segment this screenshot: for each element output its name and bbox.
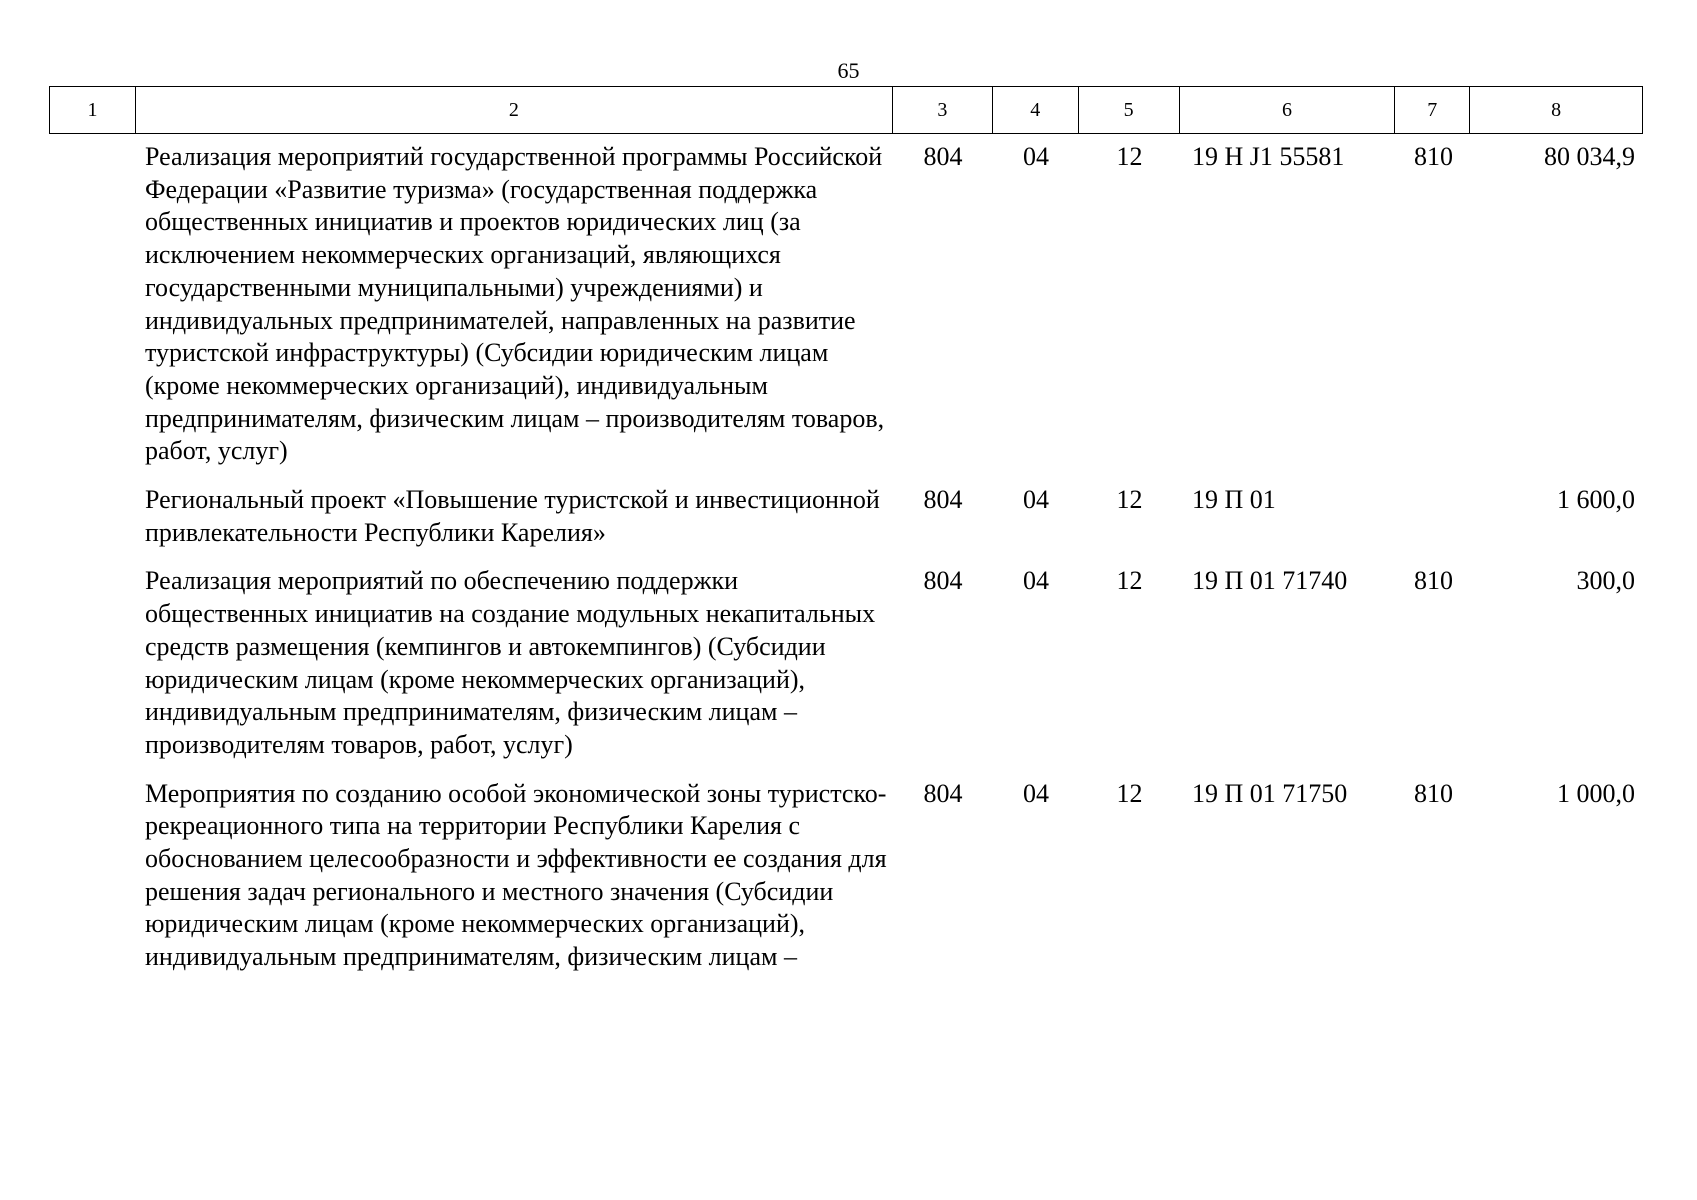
header-col-7: 7: [1395, 87, 1470, 133]
table-body: [49, 141, 1643, 990]
row-number: [49, 141, 135, 468]
row-col-7: 810: [1414, 566, 1453, 596]
table-header: [49, 86, 1643, 134]
row-description: Реализация мероприятий государственной программы Российской Федерации «Развитие туризма» (государственная поддержка общественных инициатив и проектов юридических лиц (за исключением некоммерческих организаций, являющихся государственными муниципальными) учреждениями) и индивидуальных предпринимателей, направленных на развитие туристской инфраструктуры) (Субсидии юридическим лицам (кроме некоммерческих организаций), индивидуальным предпринимателям, физическим лицам – производителям товаров, работ, услуг): [145, 142, 885, 466]
row-col-5: 12: [1116, 142, 1143, 171]
row-col-8: 1 600,0: [1557, 485, 1635, 515]
header-col-3: 3: [893, 87, 993, 133]
row-col-3: 804: [923, 778, 963, 808]
row-col-4: 04: [1023, 778, 1049, 808]
row-col-6: 19 Н J1 55581: [1192, 142, 1345, 171]
row-col-7: 810: [1414, 778, 1453, 808]
row-col-3: 804: [923, 566, 963, 596]
row-col-5: 12: [1116, 566, 1143, 596]
row-col-7: 810: [1414, 142, 1453, 171]
row-col-8: 300,0: [1576, 566, 1635, 596]
row-description: Региональный проект «Повышение туристской и инвестиционной привлекательности Республики Карелия»: [145, 485, 880, 547]
header-col-8: 8: [1551, 98, 1562, 121]
row-col-3: 804: [923, 485, 963, 515]
row-col-3: 804: [923, 142, 963, 171]
row-number: [49, 778, 135, 974]
header-col-2: 2: [136, 87, 893, 133]
header-col-6: 6: [1180, 87, 1396, 133]
row-number: [49, 565, 135, 761]
row-description: Мероприятия по созданию особой экономической зоны туристско-рекреационного типа на территории Республики Карелия с обоснованием целесообразности и эффективности ее создания для решения задач регионального и местного значения (Субсидии юридическим лицам (кроме некоммерческих организаций), индивидуальным предпринимателям, физическим лицам –: [145, 778, 887, 972]
table-row: [49, 141, 1643, 468]
header-col-4: 4: [993, 87, 1079, 133]
row-col-7: [1396, 484, 1471, 549]
header-col-5: 5: [1079, 87, 1180, 133]
table-row: [49, 565, 1643, 761]
table-row: [49, 778, 1643, 974]
row-col-4: 04: [1023, 485, 1049, 515]
row-col-4: 04: [1023, 142, 1049, 171]
table-row: [49, 484, 1643, 549]
row-col-6: 19 П 01 71750: [1192, 778, 1348, 808]
row-col-6: 19 П 01 71740: [1192, 566, 1348, 596]
page-number: 65: [837, 58, 860, 83]
row-col-5: 12: [1116, 778, 1143, 808]
row-col-8: 80 034,9: [1544, 142, 1635, 171]
row-number: [49, 484, 135, 549]
row-col-6: 19 П 01: [1192, 485, 1276, 515]
header-col-1: 1: [50, 87, 136, 133]
row-col-4: 04: [1023, 566, 1049, 596]
row-col-8: 1 000,0: [1557, 778, 1635, 808]
row-description: Реализация мероприятий по обеспечению поддержки общественных инициатив на создание модульных некапитальных средств размещения (кемпингов и автокемпингов) (Субсидии юридическим лицам (кроме некоммерческих организаций), индивидуальным предпринимателям, физическим лицам – производителям товаров, работ, услуг): [145, 566, 876, 759]
row-col-5: 12: [1116, 485, 1143, 515]
